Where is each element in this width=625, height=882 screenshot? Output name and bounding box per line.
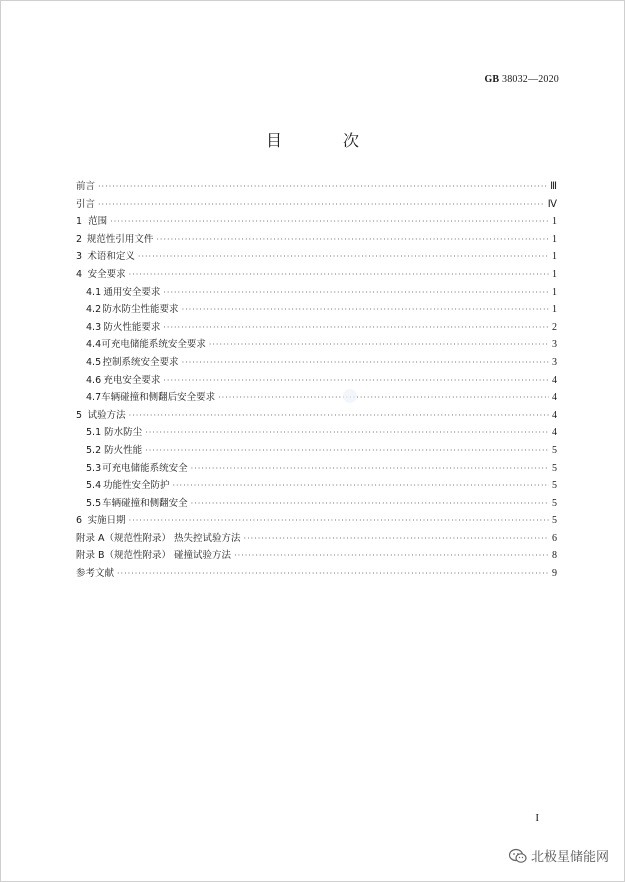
toc-entry-number: 4.4 (86, 339, 102, 351)
toc-entry-number: 4.1 (86, 286, 102, 298)
toc-entry-number: 5 (76, 409, 83, 421)
toc-entry-page: 5 (552, 497, 557, 509)
toc-entry-page: 8 (552, 550, 557, 562)
toc-entry-label: 防水防尘性能要求 (102, 304, 179, 316)
toc-leader-dots (191, 499, 549, 508)
toc-entry-label: 实施日期 (87, 515, 126, 527)
toc-entry-page: 9 (552, 568, 557, 580)
standard-code: 38032—2020 (502, 74, 559, 85)
toc-entry (76, 512, 557, 530)
center-mark (343, 389, 357, 403)
toc-entry-label: 试验方法 (87, 409, 126, 421)
toc-entry (76, 477, 557, 495)
standard-prefix: GB (484, 74, 500, 85)
toc-entry-page: 1 (552, 251, 557, 263)
toc-entry-label: 附录 B（规范性附录） 碰撞试验方法 (76, 550, 232, 562)
standard-number (484, 74, 559, 85)
toc-entry-page: 1 (552, 286, 557, 298)
toc-entry-label: 充电安全要求 (103, 374, 161, 386)
toc-entry-page: 5 (552, 462, 557, 474)
toc-entry-page: 4 (552, 392, 557, 404)
toc-entry (76, 372, 557, 390)
toc-leader-dots (98, 200, 545, 209)
toc-entry-number: 5.3 (86, 462, 102, 474)
page-number: I (535, 812, 539, 824)
toc-entry-label: 可充电储能系统安全 (102, 462, 188, 474)
toc-entry-number: 4.2 (86, 304, 102, 316)
toc-entry-number: 4.6 (86, 374, 102, 386)
toc-leader-dots (98, 182, 547, 191)
watermark-text: 北极星储能网 (530, 850, 609, 865)
toc-entry-number: 2 (76, 233, 83, 245)
toc-entry-page: 4 (552, 374, 557, 386)
toc-entry (76, 319, 557, 337)
toc-leader-dots (129, 411, 549, 420)
toc-entry-label: 引言 (76, 198, 96, 210)
toc-entry-number: 4 (76, 268, 83, 280)
toc-entry-number: 5.5 (86, 497, 102, 509)
toc-title: 目 次 (265, 131, 388, 150)
toc-leader-dots (191, 464, 549, 473)
toc-entry (76, 460, 557, 478)
toc-entry-page: 4 (552, 427, 557, 439)
toc-leader-dots (145, 446, 549, 455)
toc-leader-dots (138, 252, 549, 261)
toc-leader-dots (234, 551, 549, 560)
toc-leader-dots (218, 393, 549, 402)
toc-leader-dots (129, 516, 549, 525)
toc-entry-number: 6 (76, 515, 83, 527)
toc-entry-label: 防火性能 (104, 444, 143, 456)
toc-leader-dots (110, 217, 549, 226)
toc-entry-label: 通用安全要求 (103, 286, 161, 298)
toc-entry (76, 495, 557, 513)
toc-leader-dots (156, 235, 549, 244)
toc-entry-label: 参考文献 (76, 568, 115, 580)
toc-entry-page: 5 (552, 480, 557, 492)
toc-entry (76, 389, 557, 407)
toc-entry (76, 213, 557, 231)
toc-entry-label: 安全要求 (87, 268, 126, 280)
toc-entry-label: 规范性引用文件 (86, 233, 154, 245)
toc-entry-page: 2 (552, 321, 557, 333)
toc-entry-label: 防水防尘 (104, 427, 143, 439)
toc-entry-page: 1 (552, 233, 557, 245)
toc-leader-dots (172, 481, 549, 490)
toc-entry-label: 附录 A（规范性附录） 热失控试验方法 (76, 532, 241, 544)
toc-entry (76, 301, 557, 319)
toc-entry (76, 424, 557, 442)
toc-leader-dots (163, 376, 549, 385)
toc-entry (76, 547, 557, 565)
toc-entry-page: 1 (552, 268, 557, 280)
toc-entry-page: 3 (552, 339, 557, 351)
toc-entry (76, 336, 557, 354)
toc-entry-page: 6 (552, 532, 557, 544)
wechat-icon (509, 848, 527, 864)
toc-entry-page: 1 (552, 216, 557, 228)
toc-entry-label: 可充电储能系统安全要求 (101, 339, 206, 351)
toc-entry (76, 196, 557, 214)
toc-entry-page: 3 (552, 356, 557, 368)
toc-entry-label: 控制系统安全要求 (102, 356, 179, 368)
toc-entry-page: 4 (552, 409, 557, 421)
toc-entry-number: 1 (76, 216, 83, 228)
toc-entry-label: 车辆碰撞和侧翻后安全要求 (101, 392, 216, 404)
watermark (509, 846, 609, 865)
toc-leader-dots (163, 323, 549, 332)
toc-entry-number: 5.2 (86, 444, 102, 456)
toc-leader-dots (145, 428, 549, 437)
toc-entry-number: 3 (76, 251, 83, 263)
toc-entry-number: 4.5 (86, 356, 102, 368)
toc-entry-number: 4.3 (86, 321, 102, 333)
toc-entry-page: 1 (552, 304, 557, 316)
toc-entry-number: 5.1 (86, 427, 102, 439)
toc-entry-page: 5 (552, 515, 557, 527)
toc-entry (76, 231, 557, 249)
toc-leader-dots (209, 340, 549, 349)
toc-entry-page: Ⅳ (547, 198, 557, 210)
toc-entry-label: 前言 (76, 181, 96, 192)
toc-leader-dots (182, 358, 549, 367)
toc-entry (76, 530, 557, 548)
toc-leader-dots (244, 534, 549, 543)
toc-entry (76, 442, 557, 460)
toc-entry-label: 术语和定义 (87, 251, 135, 263)
toc-entry-number: 5.4 (86, 480, 102, 492)
toc-entry-page: Ⅲ (550, 181, 557, 192)
toc-entry (76, 565, 557, 583)
toc-leader-dots (182, 305, 549, 314)
toc-entry (76, 407, 557, 425)
toc-entry-label: 功能性安全防护 (102, 480, 170, 492)
toc-entry-number: 4.7 (86, 392, 102, 404)
toc-leader-dots (129, 270, 549, 279)
toc-entry-label: 范围 (88, 216, 108, 228)
toc-entry-label: 车辆碰撞和侧翻安全 (102, 497, 188, 509)
table-of-contents (76, 178, 557, 583)
toc-leader-dots (163, 288, 549, 297)
toc-entry-page: 5 (552, 444, 557, 456)
toc-entry (76, 354, 557, 372)
toc-entry-label: 防火性能要求 (103, 321, 161, 333)
toc-entry (76, 248, 557, 266)
toc-leader-dots (117, 569, 549, 578)
toc-entry (76, 178, 557, 196)
toc-entry (76, 266, 557, 284)
toc-entry (76, 284, 557, 302)
